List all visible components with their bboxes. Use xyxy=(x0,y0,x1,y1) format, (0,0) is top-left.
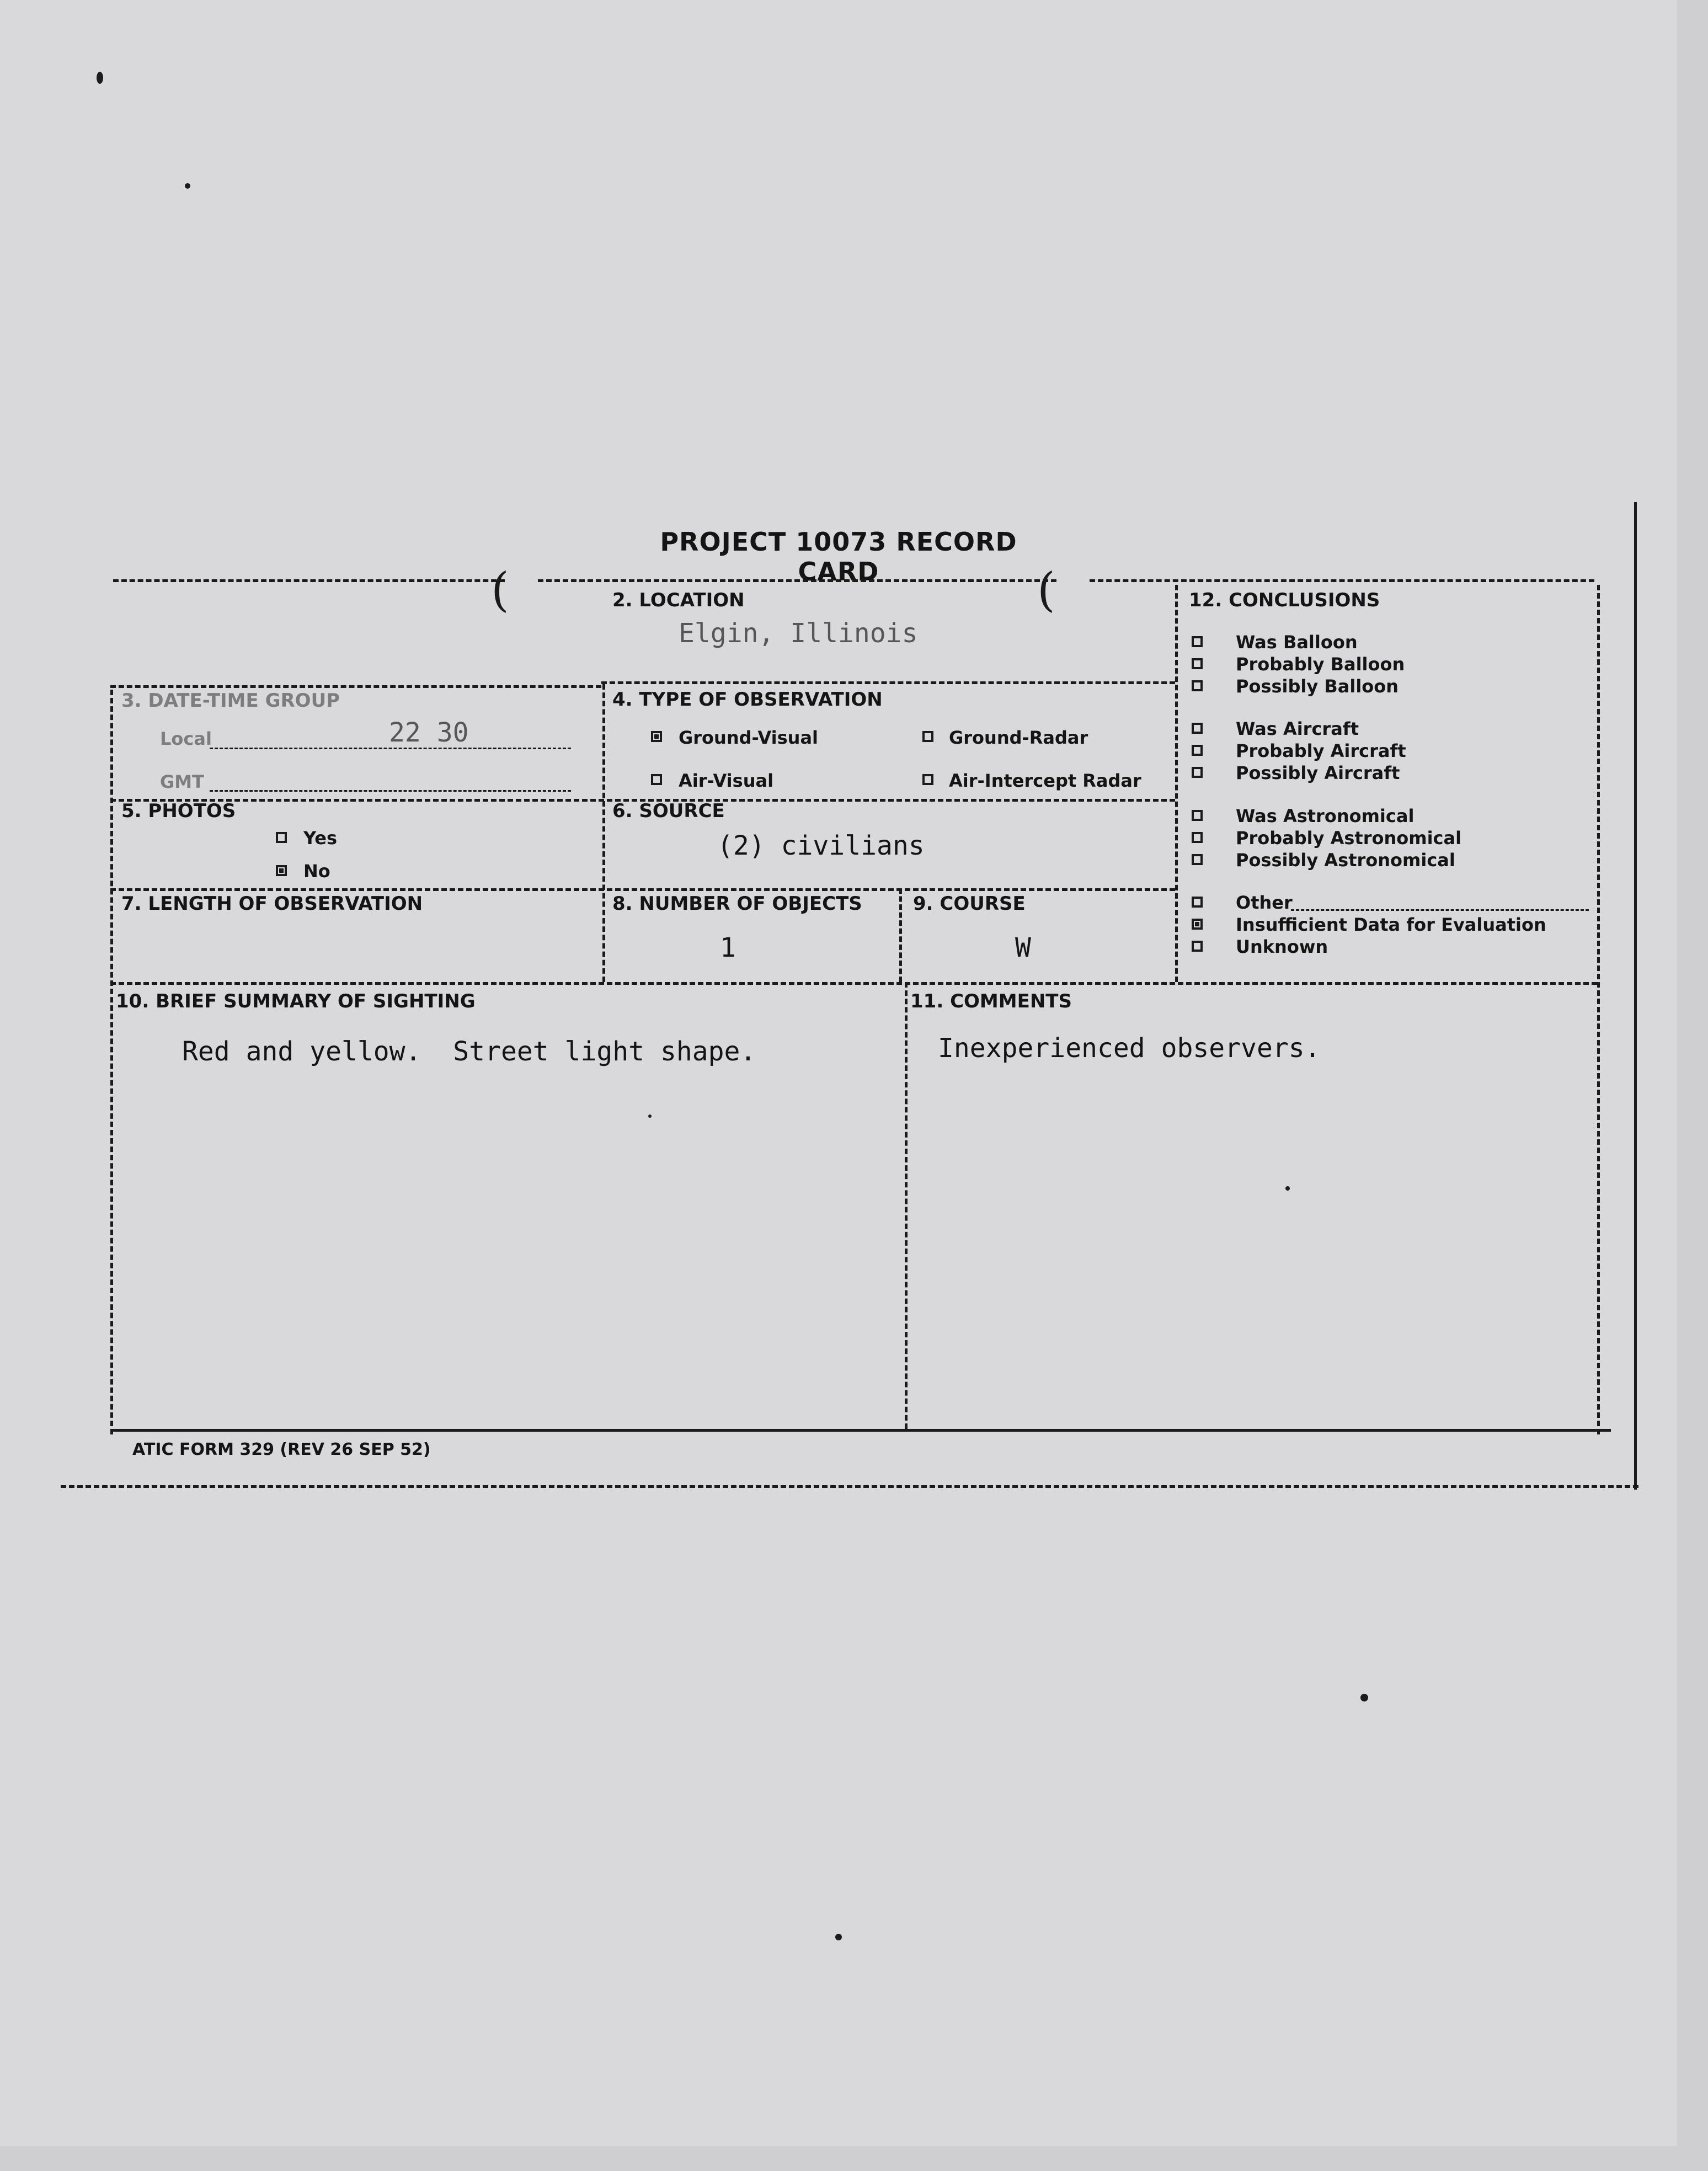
ground-visual-checkbox[interactable] xyxy=(651,731,662,742)
card-bottom-border xyxy=(113,1429,1611,1432)
card-paren-right: ( xyxy=(1037,563,1055,617)
conclusions-label: 12. CONCLUSIONS xyxy=(1189,589,1380,611)
rule-row-10-11 xyxy=(110,982,1597,985)
date-time-group-label: 3. DATE-TIME GROUP xyxy=(121,690,340,712)
rule-under-header xyxy=(110,685,601,688)
photos-no-checkbox[interactable] xyxy=(276,865,287,876)
ground-visual-label: Ground-Visual xyxy=(679,727,819,748)
comments-value: Inexperienced observers. xyxy=(938,1033,1321,1064)
ground-radar-label: Ground-Radar xyxy=(949,727,1088,748)
gmt-underline xyxy=(210,790,571,792)
page-edge-right xyxy=(1677,0,1708,2171)
conclusion-label: Possibly Aircraft xyxy=(1236,762,1400,783)
conclusion-checkbox[interactable] xyxy=(1192,941,1203,952)
rule-row-7-8-9 xyxy=(110,888,1175,891)
conclusion-checkbox[interactable] xyxy=(1192,810,1203,821)
photos-label: 5. PHOTOS xyxy=(121,800,236,822)
conclusion-checkbox[interactable] xyxy=(1192,832,1203,843)
summary-label: 10. BRIEF SUMMARY OF SIGHTING xyxy=(116,990,476,1012)
air-intercept-radar-checkbox[interactable] xyxy=(922,774,933,785)
local-label: Local xyxy=(160,728,212,749)
air-visual-checkbox[interactable] xyxy=(651,774,662,785)
conclusion-checkbox[interactable] xyxy=(1192,680,1203,691)
conclusion-checkbox[interactable] xyxy=(1192,854,1203,865)
conclusion-label: Other xyxy=(1236,892,1293,913)
card-title: PROJECT 10073 RECORD CARD xyxy=(660,527,1017,586)
type-of-observation-label: 4. TYPE OF OBSERVATION xyxy=(612,689,883,711)
card-top-border-left xyxy=(113,579,505,582)
length-of-observation-label: 7. LENGTH OF OBSERVATION xyxy=(121,893,423,915)
source-value: (2) civilians xyxy=(717,830,925,861)
conclusion-label: Possibly Astronomical xyxy=(1236,850,1455,871)
air-visual-label: Air-Visual xyxy=(679,770,774,791)
conclusion-checkbox[interactable] xyxy=(1192,723,1203,734)
conclusion-checkbox[interactable] xyxy=(1192,897,1203,908)
divider-summary-comments xyxy=(905,982,908,1429)
number-of-objects-value: 1 xyxy=(720,932,736,963)
source-label: 6. SOURCE xyxy=(612,800,725,822)
air-intercept-radar-label: Air-Intercept Radar xyxy=(949,770,1141,791)
conclusion-label: Probably Balloon xyxy=(1236,654,1405,675)
conclusion-label: Was Astronomical xyxy=(1236,806,1415,826)
dust-speck xyxy=(1360,1694,1368,1701)
number-of-objects-label: 8. NUMBER OF OBJECTS xyxy=(612,893,862,915)
conclusion-label: Was Aircraft xyxy=(1236,718,1359,739)
photos-yes-checkbox[interactable] xyxy=(276,832,287,843)
gmt-label: GMT xyxy=(160,771,204,792)
ground-radar-checkbox[interactable] xyxy=(922,731,933,742)
dust-speck xyxy=(648,1114,652,1118)
card-paren-left: ( xyxy=(491,563,509,617)
card-outer-right-border xyxy=(1634,502,1637,1490)
dust-speck xyxy=(835,1934,842,1940)
card-right-border xyxy=(1597,585,1600,1434)
comments-label: 11. COMMENTS xyxy=(910,990,1072,1012)
conclusion-label: Probably Aircraft xyxy=(1236,740,1406,761)
other-underline xyxy=(1291,909,1589,911)
local-value: 22 30 xyxy=(389,717,469,748)
conclusion-label: Possibly Balloon xyxy=(1236,676,1399,697)
photos-yes-label: Yes xyxy=(303,828,337,849)
conclusion-label: Was Balloon xyxy=(1236,632,1358,653)
dust-speck xyxy=(97,72,103,84)
summary-value: Red and yellow. Street light shape. xyxy=(182,1036,756,1067)
course-value: W xyxy=(1015,932,1031,963)
conclusion-checkbox[interactable] xyxy=(1192,767,1203,778)
dust-speck xyxy=(185,183,190,189)
photos-no-label: No xyxy=(303,861,330,882)
card-top-border-right xyxy=(1090,579,1594,582)
divider-conclusions xyxy=(1175,585,1178,982)
rule-under-location xyxy=(601,681,1175,684)
conclusion-checkbox[interactable] xyxy=(1192,745,1203,756)
dust-speck xyxy=(1285,1186,1290,1191)
conclusion-checkbox[interactable] xyxy=(1192,636,1203,647)
location-label: 2. LOCATION xyxy=(612,589,745,611)
conclusion-label: Probably Astronomical xyxy=(1236,828,1462,849)
course-label: 9. COURSE xyxy=(913,893,1026,915)
form-number: ATIC FORM 329 (REV 26 SEP 52) xyxy=(132,1440,431,1459)
conclusion-checkbox[interactable] xyxy=(1192,919,1203,930)
conclusion-label: Unknown xyxy=(1236,936,1328,957)
divider-col-2 xyxy=(899,888,902,982)
page-edge-bottom xyxy=(0,2146,1708,2171)
divider-col-1 xyxy=(602,684,605,982)
card-shadow-bottom xyxy=(61,1485,1638,1488)
card-top-border-mid xyxy=(538,579,1056,582)
conclusion-label: Insufficient Data for Evaluation xyxy=(1236,914,1546,935)
conclusion-checkbox[interactable] xyxy=(1192,658,1203,669)
location-value: Elgin, Illinois xyxy=(679,618,918,649)
